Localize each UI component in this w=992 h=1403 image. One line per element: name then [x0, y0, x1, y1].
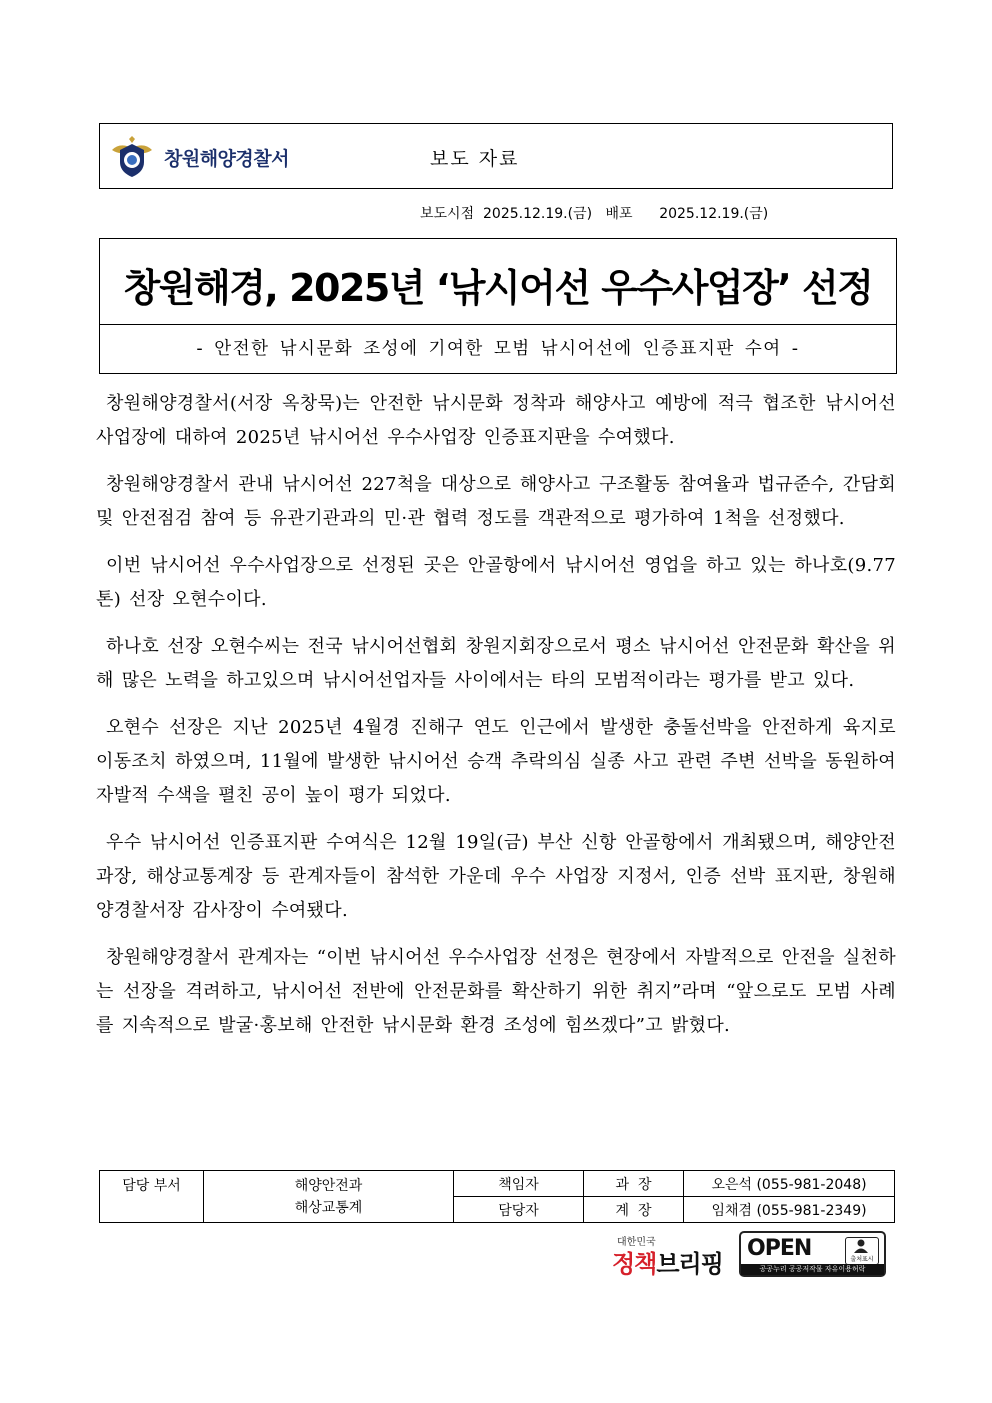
table-row	[100, 1171, 895, 1197]
dept-names	[204, 1171, 454, 1223]
attribution-icon	[845, 1237, 879, 1265]
open-footer-text: 공공누리 공공저작물 자유이용허락	[741, 1264, 884, 1275]
paragraph: 이번 낚시어선 우수사업장으로 선정된 곳은 안골항에서 낚시어선 영업을 하고 있는 하나호(9.77톤) 선장 오현수이다.	[96, 555, 896, 610]
paragraph: 오현수 선장은 지난 2025년 4월경 진해구 연도 인근에서 발생한 충돌선박을 안전하게 육지로 이동조치 하였으며, 11월에 발생한 낚시어선 승객 추락의심 실종 사고 관련 주변 선박을 동원하여 자발적 수색을 펼친 공이 높이 평가 되었다.	[96, 717, 896, 806]
release-date: 2025.12.19.(금)	[659, 206, 769, 222]
title-box	[99, 238, 897, 374]
paragraph: 창원해양경찰서 관계자는 “이번 낚시어선 우수사업장 선정은 현장에서 자발적으로 안전을 실천하는 선장을 격려하고, 낚시어선 전반에 안전문화를 확산하기 위한 취지”라며 “앞으로도 모범 사례를 지속적으로 발굴·홍보해 안전한 낚시문화 환경 조성에 힘쓰겠다”고 밝혔다.	[96, 947, 896, 1036]
open-license-badge	[739, 1231, 886, 1277]
org-name: 창원해양경찰서	[164, 148, 289, 170]
title-cell: 계 장	[584, 1197, 684, 1223]
doc-type: 보도 자료	[430, 148, 520, 170]
policy-logo-text	[612, 1244, 723, 1279]
person-cell: 오은석 (055-981-2048)	[684, 1171, 895, 1197]
role-cell: 책임자	[454, 1171, 584, 1197]
dept-line: 해양안전과	[294, 1177, 363, 1194]
person-icon	[846, 1238, 876, 1254]
release-dates	[420, 203, 768, 223]
paragraph: 창원해양경찰서(서장 옥창묵)는 안전한 낚시문화 정착과 해양사고 예방에 적극 협조한 낚시어선 사업장에 대하여 2025년 낚시어선 우수사업장 인증표지판을 수여했다.	[96, 393, 896, 448]
paragraph: 창원해양경찰서 관내 낚시어선 227척을 대상으로 해양사고 구조활동 참여율과 법규준수, 간담회 및 안전점검 참여 등 유관기관과의 민·관 협력 정도를 객관적으로 평가하여 1척을 선정했다.	[96, 474, 896, 529]
release-label: 배포	[605, 206, 633, 222]
open-text: OPEN	[747, 1236, 812, 1261]
title-divider	[100, 324, 896, 325]
policy-logo-small: 대한민국	[617, 1237, 656, 1248]
role-cell: 담당자	[454, 1197, 584, 1223]
policy-logo-red: 정책	[612, 1250, 657, 1278]
page-title: 창원해경, 2025년 ‘낚시어선 우수사업장’ 선정	[123, 266, 873, 310]
policy-briefing-logo	[612, 1233, 732, 1279]
policy-logo-black: 브리핑	[656, 1250, 723, 1278]
embargo-label: 보도시점	[420, 206, 475, 222]
dept-label: 담당 부서	[100, 1171, 204, 1223]
dept-line: 해상교통계	[294, 1199, 363, 1216]
coast-guard-emblem-icon	[110, 136, 154, 178]
paragraph: 하나호 선장 오현수씨는 전국 낚시어선협회 창원지회장으로서 평소 낚시어선 안전문화 확산을 위해 많은 노력을 하고있으며 낚시어선업자들 사이에서는 타의 모범적이라는 평가를 받고 있다.	[96, 636, 896, 691]
title-cell: 과 장	[584, 1171, 684, 1197]
embargo-date: 2025.12.19.(금)	[483, 206, 593, 222]
subtitle: - 안전한 낚시문화 조성에 기여한 모범 낚시어선에 인증표지판 수여 -	[196, 339, 800, 359]
header-box	[99, 123, 893, 189]
contact-table	[99, 1170, 895, 1223]
article-body	[96, 387, 896, 1056]
attribution-label: 출처표시	[850, 1256, 874, 1263]
paragraph: 우수 낚시어선 인증표지판 수여식은 12월 19일(금) 부산 신항 안골항에서 개최됐으며, 해양안전과장, 해상교통계장 등 관계자들이 참석한 가운데 우수 사업장 지정서, 인증 선박 표지판, 창원해양경찰서장 감사장이 수여됐다.	[96, 832, 896, 921]
person-cell: 임채겸 (055-981-2349)	[684, 1197, 895, 1223]
